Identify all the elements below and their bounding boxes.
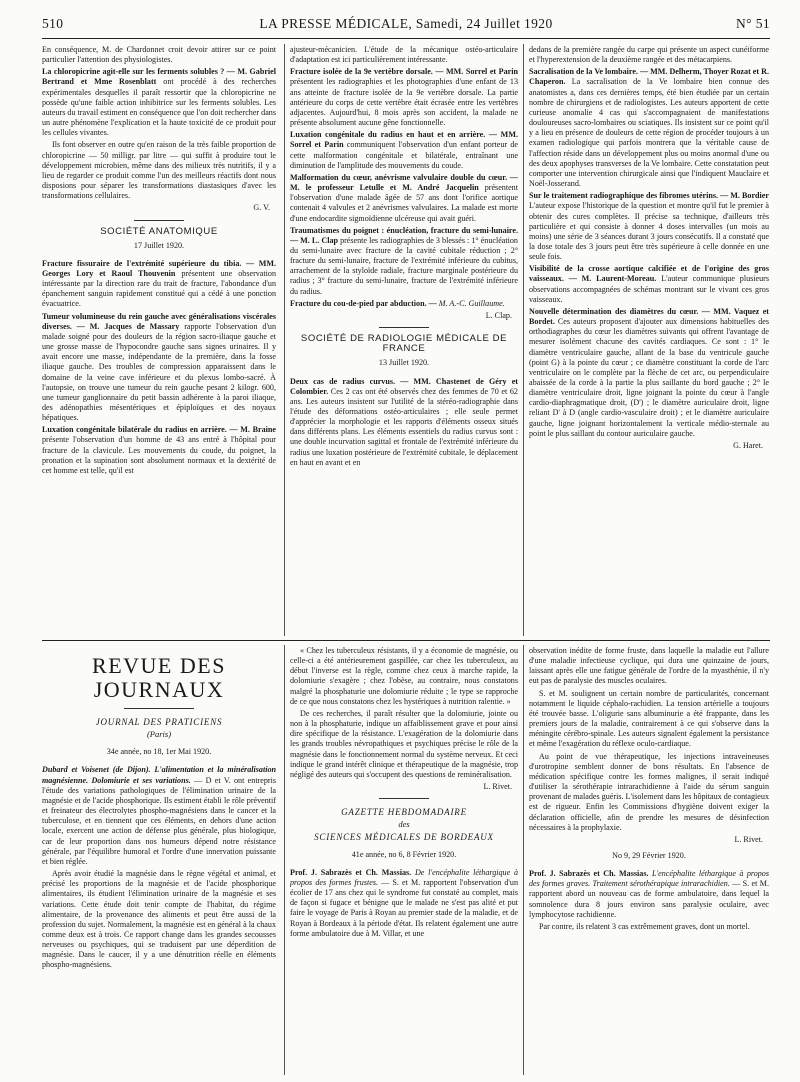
- section-title: SOCIÉTÉ DE RADIOLOGIE MÉDICALE DE FRANCE: [300, 333, 508, 355]
- journal-city: (Paris): [146, 729, 172, 740]
- article-heading: Visibilité de la crosse aortique calcifiée et de l'origine des gros vaisseaux. — M. Laurent-Moreau.: [529, 264, 769, 284]
- article-body: M. A.-C. Guillaume.: [438, 298, 505, 308]
- signature: L. Rivet.: [483, 782, 512, 792]
- page-header: [42, 16, 770, 36]
- paragraph: Après avoir étudié la magnésie dans le règne végétal et animal, et précisé les proportions de la magnésie et de l'acide phosphorique alimentaires, ils étudient l'élimination urinaire de la magnésie et ses variations. Cette étude doit tenir compte de l'habitat, du régime alimentaire, de la provenance des aliments et peut être aussi de la profession du sujet. Normalement, la magnésie est en général à la chaux comme deux est à trois. Ce rapport change dans les grandes secousses nerveuses ou psychiques, qui se traduisent par une déperdition de magnésie. Dans le caucer, il y a une dénutrition réelle en éléments phospho-magnésiens.: [42, 869, 276, 970]
- article: [529, 869, 769, 920]
- article: [529, 264, 769, 305]
- article-body: Ces 2 cas ont été observés chez des femmes de 70 et 62 ans. Les auteurs insistent sur l'utilité de la stéréo-radiographie dans l'étude des déformations ostéo-articulaires ; elle seule permet d'apprécier la morphologie et les rapports d'éléments osseux situés dans différents plans. Les éléments essentiels du radius curvus sont : une double incurvation sagittal et frontale de l'extrémité inférieure du radius une luxation postérieure de l'extrémité cubitale, le déplacement en haut en avant et en: [290, 386, 518, 467]
- article-body: présentent les radiographies et les photographies d'une enfant de 13 ans atteinte de fracture isolée de la 9e vertèbre dorsale. La partie antérieure du corps de cette vertèbre était écrasée entre les vertèbres adjacentes. Aujourd'hui, 8 mois après son accident, la malade ne présente absolument aucune gêne fonctionnelle.: [290, 77, 518, 128]
- top-column-1: [42, 45, 276, 637]
- journal-issue: No 9, 29 Février 1920.: [612, 850, 686, 860]
- article-body: L'auteur expose l'historique de la question et montre qu'il fut le premier à obtenir des cures complètes. Il précise sa technique, d'ailleurs très particulière et qui consiste à donner 4 doses intervalles (un mois au moins) une série de 3 séances durant 3 jours consécutifs. Il a constaté que la dose totale des 3 jours peut être très supérieure à celle donnée en une seule fois.: [529, 201, 769, 262]
- article-heading: Dubard et Voisenet (de Dijon). L'alimentation et la minéralisation magnésienne. Dolomiurie et ses variations.: [42, 765, 276, 785]
- signature: L. Clap.: [485, 310, 512, 320]
- article-body: communiquent l'observation d'un enfant porteur de cette malformation congénitale et bilatérale, entraînant une diminution de l'amplitude des mouvements du coude.: [290, 140, 518, 170]
- section-date: 17 Juillet 1920.: [133, 240, 185, 250]
- article: [290, 173, 518, 224]
- article-heading: Prof. J. Sabrazès et Ch. Massias.: [529, 869, 649, 879]
- article: [529, 307, 769, 439]
- column-rule: [284, 645, 285, 1075]
- journal-name: GAZETTE HEBDOMADAIRE: [341, 807, 467, 818]
- article: [290, 377, 518, 468]
- separator: [379, 798, 429, 799]
- article-heading: Tumeur volumineuse du rein gauche avec généralisations viscérales diverses. — M. Jacques de Massary: [42, 311, 276, 331]
- paragraph: Par contre, ils relatent 3 cas extrêmement graves, dont un mortel.: [539, 921, 750, 931]
- bottom-column-1: [42, 644, 276, 1078]
- article-heading: Traumatismes du poignet : énucléation, fracture du semi-lunaire. — M. L. Clap: [290, 225, 518, 245]
- article-heading: Fracture isolée de la 9e vertèbre dorsale. — MM. Sorrel et Parin: [290, 67, 518, 77]
- journal-subtitle: SCIENCES MÉDICALES DE BORDEAUX: [314, 831, 494, 842]
- article-body: L'auteur communique plusieurs observations accompagnées de schémas montrant sur le vivant ces gros vaisseaux.: [529, 274, 769, 304]
- article-heading: Nouvelle détermination des diamètres du cœur. — MM. Vaquez et Bordet.: [529, 306, 769, 327]
- paragraph: observation inédite de forme fruste, dans laquelle la maladie eut l'allure d'une maladie infectieuse cyclique, qui dura une quinzaine de jours, laissant après elle une fatigue générale de l'ordre de la myasthénie, il n'y eut pas de paralysie des muscles oculaires.: [529, 646, 769, 686]
- paragraph: En conséquence, M. de Chardonnet croit devoir attirer sur ce point particulier l'attention des physiologistes.: [42, 45, 276, 65]
- article-body: présente les radiographies de 3 blessés : 1° énucléation du semi-lunaire avec fracture de la cavité cubitale réduction ; 2° fracture du semi-lunaire, fracture de l'extrémité inférieure du cubitus, arrachement de la styloïde radiale, fracture marginale postérieure du radius ; 3° fracture du semi-lunaire, fracture de l'extrémité inférieure du radius.: [290, 235, 518, 296]
- article-body: — S. et M. rapportent abord un nouveau cas de forme ambulatoire, dans lequel la somnolence dura 8 jours environ sans paralysie oculaire, avec lymphocytose rachidienne.: [529, 879, 769, 919]
- separator: [124, 708, 194, 709]
- article-heading: Sur le traitement radiographique des fibromes utérins. — M. Bordier: [529, 191, 769, 201]
- bottom-column-3: [529, 646, 769, 1078]
- article: [42, 259, 276, 310]
- article-heading: Sacralisation de la Ve lombaire. — MM. Delherm, Thoyer Rozat et R. Chaperon.: [529, 67, 769, 87]
- column-rule: [284, 44, 285, 636]
- article-body: présentent l'observation d'une malade âgée de 57 ans dont l'orifice aortique contenait 4 valvules et 2 anévrismes valvulaires. La malade est morte d'une endocardite sigmoïdienne ulcéreuse qui avait guéri.: [290, 183, 518, 223]
- paragraph: ajusteur-mécanicien. L'étude de la mécanique ostéo-articulaire d'adaptation est ici particulièrement intéressante.: [290, 45, 518, 65]
- article-body: présente l'observation d'un homme de 43 ans entré à l'hôpital pour fracture de la clavicule. Les mouvements du coude, du poignet, la pronation et la supination sont absolument normaux et la dextérité de cet homme est telle, qu'il est: [42, 435, 276, 475]
- article: [42, 67, 276, 138]
- section-title: SOCIÉTÉ ANATOMIQUE: [100, 225, 218, 237]
- section-date: 13 Juillet 1920.: [378, 358, 430, 368]
- article: [290, 67, 518, 128]
- article-heading: Malformation du cœur, anévrisme valvulaire double du cœur. — M. le professeur Letulle et M. André Jacquelin: [290, 172, 518, 193]
- article-body: — D et V. ont entrepris l'étude des variations pathologiques de l'élimination urinaire de la magnésie et de l'acide phosphorique. Ils estiment établi le rôle préventif et freinateur des électrolytes phospho-magnésiens dans le cancer et la tuberculose, et en tiennent que ces éléments, en dehors d'une action locale, exercent une action de défense plus générale, plus biologique, car de leur proportion dans nos humeurs dépend notre résistance générale, par l'équilibre humoral et l'ordre d'une innervation puissante et bien réglée.: [42, 775, 276, 866]
- bottom-column-2: [290, 646, 518, 1078]
- article-body: — S. et M. rapportent l'observation d'un écolier de 17 ans chez qui le syndrome fut constaté au complet, mais de façon si fugace et bénigne que le malade ne s'est pas alité et put faire le voyage de Paris à Royan au premier stade de la maladie, et de Royan à Bordeaux à la période d'état. Ils relatent également une autre forme ambulatoire due à M. Villar, et une: [290, 877, 518, 938]
- article-heading: Deux cas de radius curvus. — MM. Chastenet de Géry et Colombier.: [290, 376, 518, 396]
- article-heading: Luxation congénitale bilatérale du radius en arrière. — M. Braine: [42, 425, 276, 435]
- separator: [134, 220, 184, 221]
- article: [290, 299, 518, 309]
- separator: [379, 327, 429, 328]
- paragraph: « Chez les tuberculeux résistants, il y a économie de magnésie, ou celle-ci a été antérieurement gaspillée, car chez les tuberculeux, au début l'inverse est la règle, comme chez ceux à marche rapide, la dolomiurie s'exagère ; chez l'obèse, au contraire, nous constatons malgré la phosphaturie une dolomiurie réduite ; le type se rapproche de ce que nous constatons chez les hystériques à nutrition ralentie. »: [290, 646, 518, 706]
- top-column-3: [529, 45, 769, 637]
- article: [529, 67, 769, 189]
- paragraph: De ces recherches, il paraît résulter que la dolomiurie, jointe ou non à la phosphaturie, indique un affaiblissement grave et pour ainsi dire spécifique de la résistance. L'exagération de la dolomiurie dans les grands troubles névropathiques et psychiques précise le rôle de la magnésie dans le fonctionnement normal du système nerveux. Et ceci indique le grand intérêt clinique et thérapeutique de la magnésie, trop négligé des auteurs qui s'occupent des questions de reminéralisation.: [290, 708, 518, 779]
- revue-title: REVUE DES JOURNAUX: [92, 653, 226, 702]
- signature: G. Haret.: [733, 440, 763, 450]
- column-rule: [523, 645, 524, 1075]
- article-heading: Luxation congénitale du radius en haut et en arrière. — MM. Sorrel et Parin: [290, 130, 518, 150]
- article-body: La sacralisation de la Ve lombaire bien connue des anatomistes a, dans ces dernières temps, été bien étudiée par un certain nombre de chirurgiens et de radiologistes. Les auteurs apportent de cette curieuse anomalie 4 cas qui s'accompagnaient de manifestations douloureuses sacro-lombaires ou sciatiques. Ils insistent sur ce point qu'il y a lieu en présence de douleurs de cette région de procéder toujours à un examen radiologique qui parfois montrera que la véritable cause de l'affection réside dans un développement plus ou moins anormal d'une ou des deux apophyses transverses de la Ve lombaire. Cette constatation peut comporter une intervention chirurgicale ainsi que l'indiquent Mauclaire et Noël-Josserand.: [529, 77, 769, 189]
- paragraph: S. et M. soulignent un certain nombre de particularités, concernant notamment le liquide céphalo-rachidien. La tension artérielle a toujours été trouvée basse. L'oligurie sans albuminurie a été frappante, dans les premiers jours de la maladie, contrairement à ce qui s'observe dans la méningite cérébro-spinale. Les auteurs signalent également la persistance et même l'exagération du réflexe oculo-cardiaque.: [529, 688, 769, 749]
- article-heading: La chloropicrine agit-elle sur les ferments solubles ? — M. Gabriel Bertrand et Mme Rosenblatt: [42, 67, 276, 87]
- article-title: De l'encéphalite léthargique à propos des formes frustes.: [290, 867, 518, 887]
- top-column-2: [290, 45, 518, 637]
- journal-name: JOURNAL DES PRATICIENS: [95, 717, 223, 727]
- signature: G. V.: [253, 203, 270, 213]
- paragraph: Au point de vue thérapeutique, les injections intraveineuses d'urotropine semblent donner de bons résultats. En l'absence de médication spécifique contre les formes malignes, il serait indiqué d'utiliser la sérothérapie intrarachidienne à l'aide du sérum sanguin provenant de malades guéris. L'isolement dans les hôpitaux de contagieux est de rigueur. Enfin les Commissions d'hygiène doivent exiger la déclaration officielle, afin de prendre les mesures de désinfection nécessaires à la prophylaxie.: [529, 751, 769, 832]
- column-rule: [523, 44, 524, 636]
- article: [290, 130, 518, 171]
- signature: L. Rivet.: [734, 834, 763, 844]
- article-body: présentent une observation intéressante par la direction rare du trait de fracture, l'abondance d'un épanchement sanguin rapidement constitué qui a cédé à une ponction évacuatrice.: [42, 268, 276, 309]
- paragraph: Ils font observer en outre qu'en raison de la très faible proportion de chloropicrine — 50 milligr. par litre — qui suffit à produire tout le développement microbien, même dans des milieux très nutritifs, il y a lieu de regarder ce produit comme l'un des meilleurs réactifs dont nous disposions pour séparer les transformations diastasiques d'avec les transformations cellulaires.: [42, 140, 276, 201]
- article-heading: Prof. J. Sabrazès et Ch. Massias.: [290, 867, 412, 877]
- journal-title: LA PRESSE MÉDICALE, Samedi, 24 Juillet 1920: [259, 16, 553, 31]
- article: [290, 226, 518, 297]
- section-divider: [42, 640, 770, 641]
- page-number: 510: [42, 16, 64, 31]
- article: [42, 765, 276, 867]
- journal-issue: 34e année, no 18, 1er Mai 1920.: [106, 747, 212, 757]
- article-heading: Fracture du cou-de-pied par abduction. —: [290, 298, 437, 308]
- journal-connector: des: [398, 819, 410, 830]
- article: [42, 312, 276, 424]
- paragraph: dedans de la première rangée du carpe qui présente un aspect cunéiforme et l'hyperextension de la deuxième rangée et des métacarpiens.: [529, 45, 769, 65]
- journal-issue: 41e année, no 6, 8 Février 1920.: [351, 849, 457, 859]
- article-body: Ces auteurs proposent d'ajouter aux dimensions habituelles des orthodiagraphes du cœur les diamètres suivants qui offrent l'avantage de mesurer isolément chacune des cavités cardiaques. Ce sont : 1° le diamètre ventriculaire gauche, allant de la base du ventricule gauche (point G) à la pointe du cœur ; ce diamètre constituant la corde de l'arc ventriculaire on le complète par la flèche de cet arc, ou perpendiculaire abaissée de la corde à la partie la plus saillante du bord gauche ; 2° le diamètre ventriculaire droit, ligne joignant la pointe du cœur à l'angle cardio-diaphragmatique droit, (D') ; le diamètre auriculaire droit, ligne reliant D' à D (angle cardio-vasculaire droit) ; et le diamètre auriculaire gauche, ligne joignant horizontalement la verticale médio-sternale au point le plus saillant du contour auriculaire gauche.: [529, 317, 769, 438]
- article-body: rapporte l'observation d'un malade soigné pour des douleurs de la région sacro-iliaque gauche et une grosse masse de l'hypocondre gauche sans signes urinaires. Il y avait encore une masse, indépendante de la première, dans la fosse iliaque gauche. Des troubles de compression apparaissent dans le domaine de la veine cave inférieure et du plexus lombo-sacré. À l'autopsie, on trouve une tumeur du rein gauche pesant 2 kilogr. 600, une tumeur ganglionnaire du petit bassin adhérente à la paroi iliaque, des adénopathies mésentériques et épiploïques et des noyaux hépatiques.: [42, 321, 276, 423]
- article: [529, 191, 769, 262]
- article-heading: Fracture fissuraire de l'extrémité supérieure du tibia. — MM. Georges Lory et Raoul Thouvenin: [42, 258, 276, 278]
- article: [42, 425, 276, 476]
- article: [290, 868, 518, 939]
- article-body: ont procédé à des recherches expérimentales desquelles il paraît ressortir que la chloropicrine ne possède qu'une faible action inhibitrice sur les ferments solubles. Les auteurs du travail estiment en conséquence que l'on doit rechercher dans un autre phénomène l'explication et la haute toxicité de ce produit pour les cellules vivantes.: [42, 77, 276, 138]
- issue-number: N° 51: [735, 16, 770, 31]
- article-title: L'encéphalite léthargique à propos des formes graves. Traitement sérothérapique intrarachidien.: [529, 869, 769, 889]
- header-rule: [42, 38, 770, 39]
